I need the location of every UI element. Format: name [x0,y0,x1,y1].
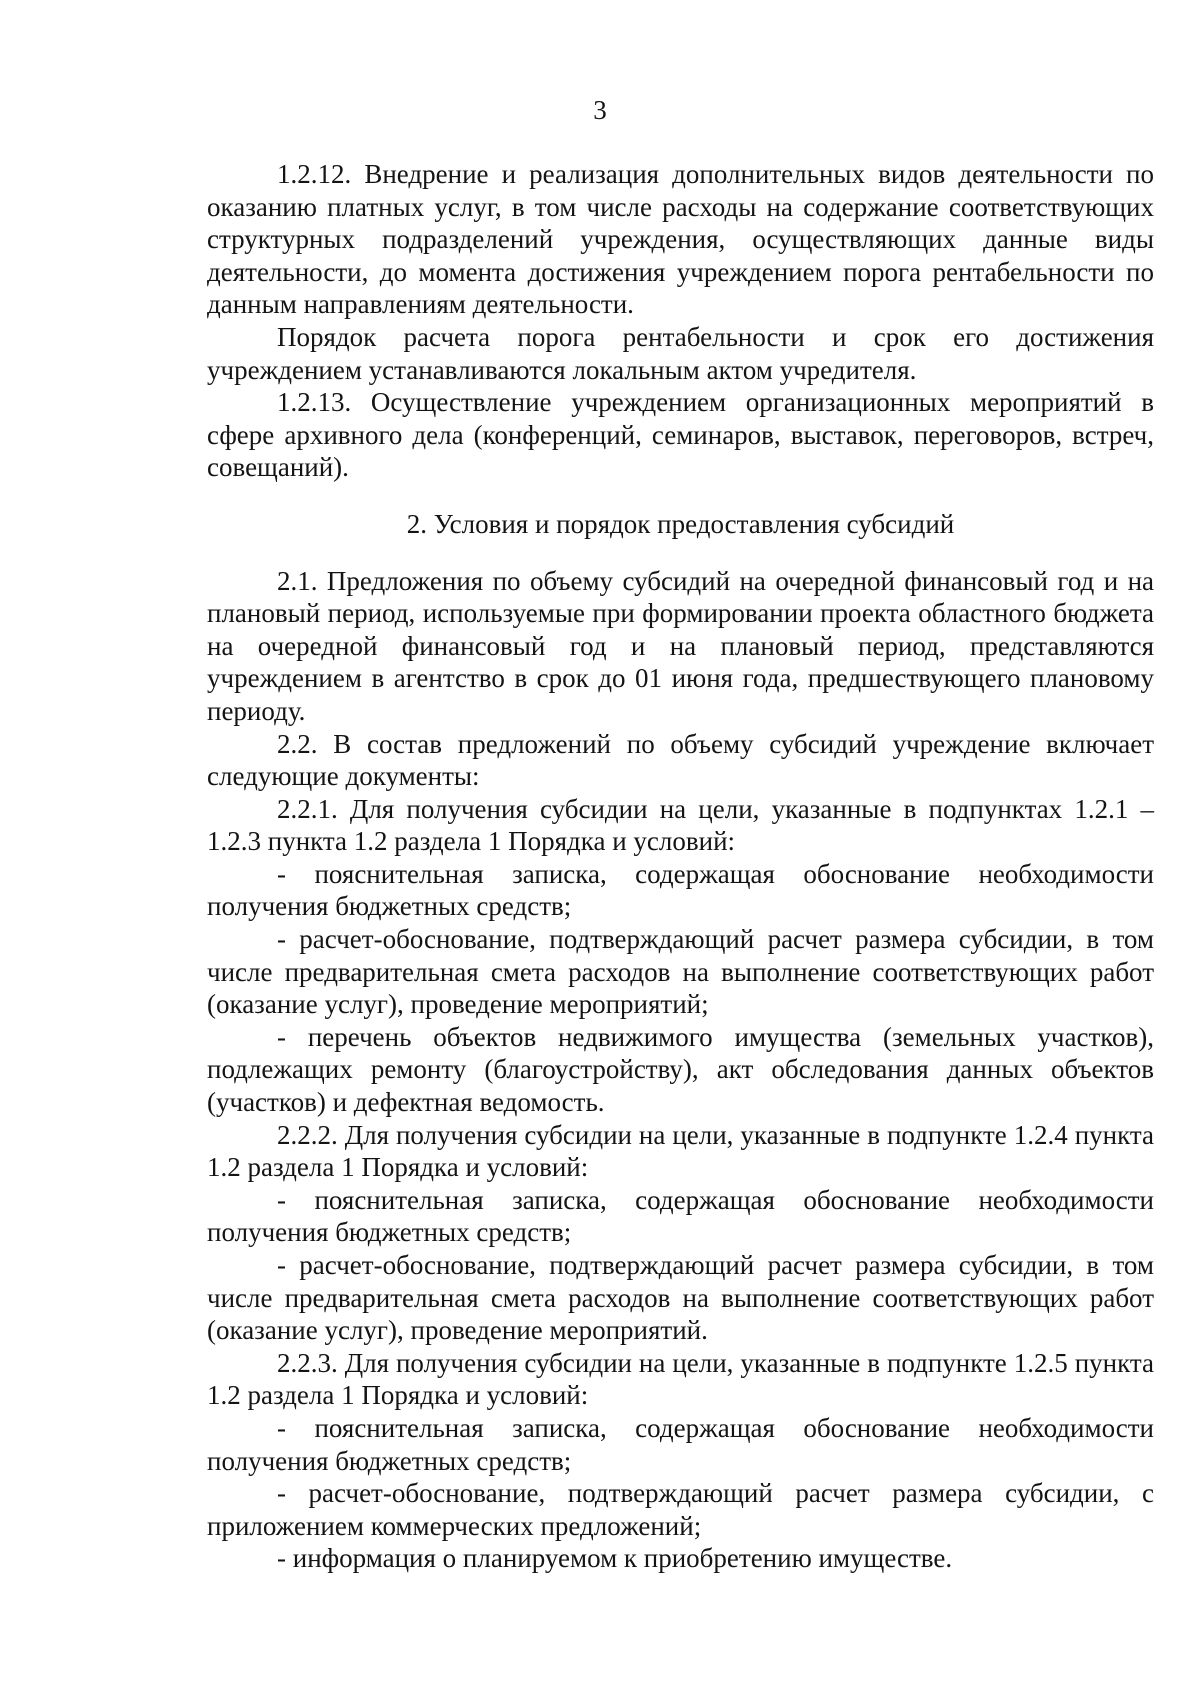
list-item: - расчет-обоснование, подтверждающий расчет размера субсидии, с приложением коммерческих предложений; [207,1478,1154,1541]
list-item: - пояснительная записка, содержащая обоснование необходимости получения бюджетных средств; [207,1412,1154,1476]
paragraph-2-2-1: 2.2.1. Для получения субсидии на цели, указанные в подпунктах 1.2.1 – 1.2.3 пункта 1.2 раздела 1 Порядка и условий: [207,793,1154,857]
list-item: - информация о планируемом к приобретению имуществе. [277,1543,953,1574]
paragraph-2-1: 2.1. Предложения по объему субсидий на очередной финансовый год и на плановый период, используемые при формировании проекта областного бюджета на очередной финансовый год и на плановый период, представляются учреждением в агентство в срок до 01 июня года, предшествующего плановому периоду. [207,565,1154,726]
list-item: - пояснительная записка, содержащая обоснование необходимости получения бюджетных средств; [207,858,1154,922]
document-body [207,158,1154,1575]
list-item: - расчет-обоснование, подтверждающий расчет размера субсидии, в том числе предварительная смета расходов на выполнение соответствующих работ (оказание услуг), проведение мероприятий; [207,924,1154,1020]
list-item: - расчет-обоснование, подтверждающий расчет размера субсидии, в том числе предварительная смета расходов на выполнение соответствующих работ (оказание услуг), проведение мероприятий. [207,1250,1154,1346]
list-item: - перечень объектов недвижимого имущества (земельных участков), подлежащих ремонту (благоустройству), акт обследования данных объектов (участков) и дефектная ведомость. [207,1021,1154,1118]
paragraph-1-2-12: 1.2.12. Внедрение и реализация дополнительных видов деятельности по оказанию платных услуг, в том числе расходы на содержание соответствующих структурных подразделений учреждения, осуществляющих данные виды деятельности, до момента достижения учреждением порога рентабельности по данным направлениям деятельности. [207,159,1154,320]
paragraph-profitability-threshold: Порядок расчета порога рентабельности и срок его достижения учреждением устанавливаются локальным актом учредителя. [207,321,1154,385]
section-heading: 2. Условия и порядок предоставления субсидий [406,508,955,539]
paragraph-2-2: 2.2. В состав предложений по объему субсидий учреждение включает следующие документы: [207,728,1154,792]
paragraph-2-2-2: 2.2.2. Для получения субсидии на цели, указанные в подпункте 1.2.4 пункта 1.2 раздела 1 Порядка и условий: [207,1119,1154,1183]
paragraph-1-2-13: 1.2.13. Осуществление учреждением организационных мероприятий в сфере архивного дела (конференций, семинаров, выставок, переговоров, встреч, совещаний). [207,387,1154,483]
paragraph-2-2-3: 2.2.3. Для получения субсидии на цели, указанные в подпункте 1.2.5 пункта 1.2 раздела 1 Порядка и условий: [207,1347,1154,1411]
list-item: - пояснительная записка, содержащая обоснование необходимости получения бюджетных средств; [207,1184,1154,1248]
page-number: 3 [593,95,607,125]
